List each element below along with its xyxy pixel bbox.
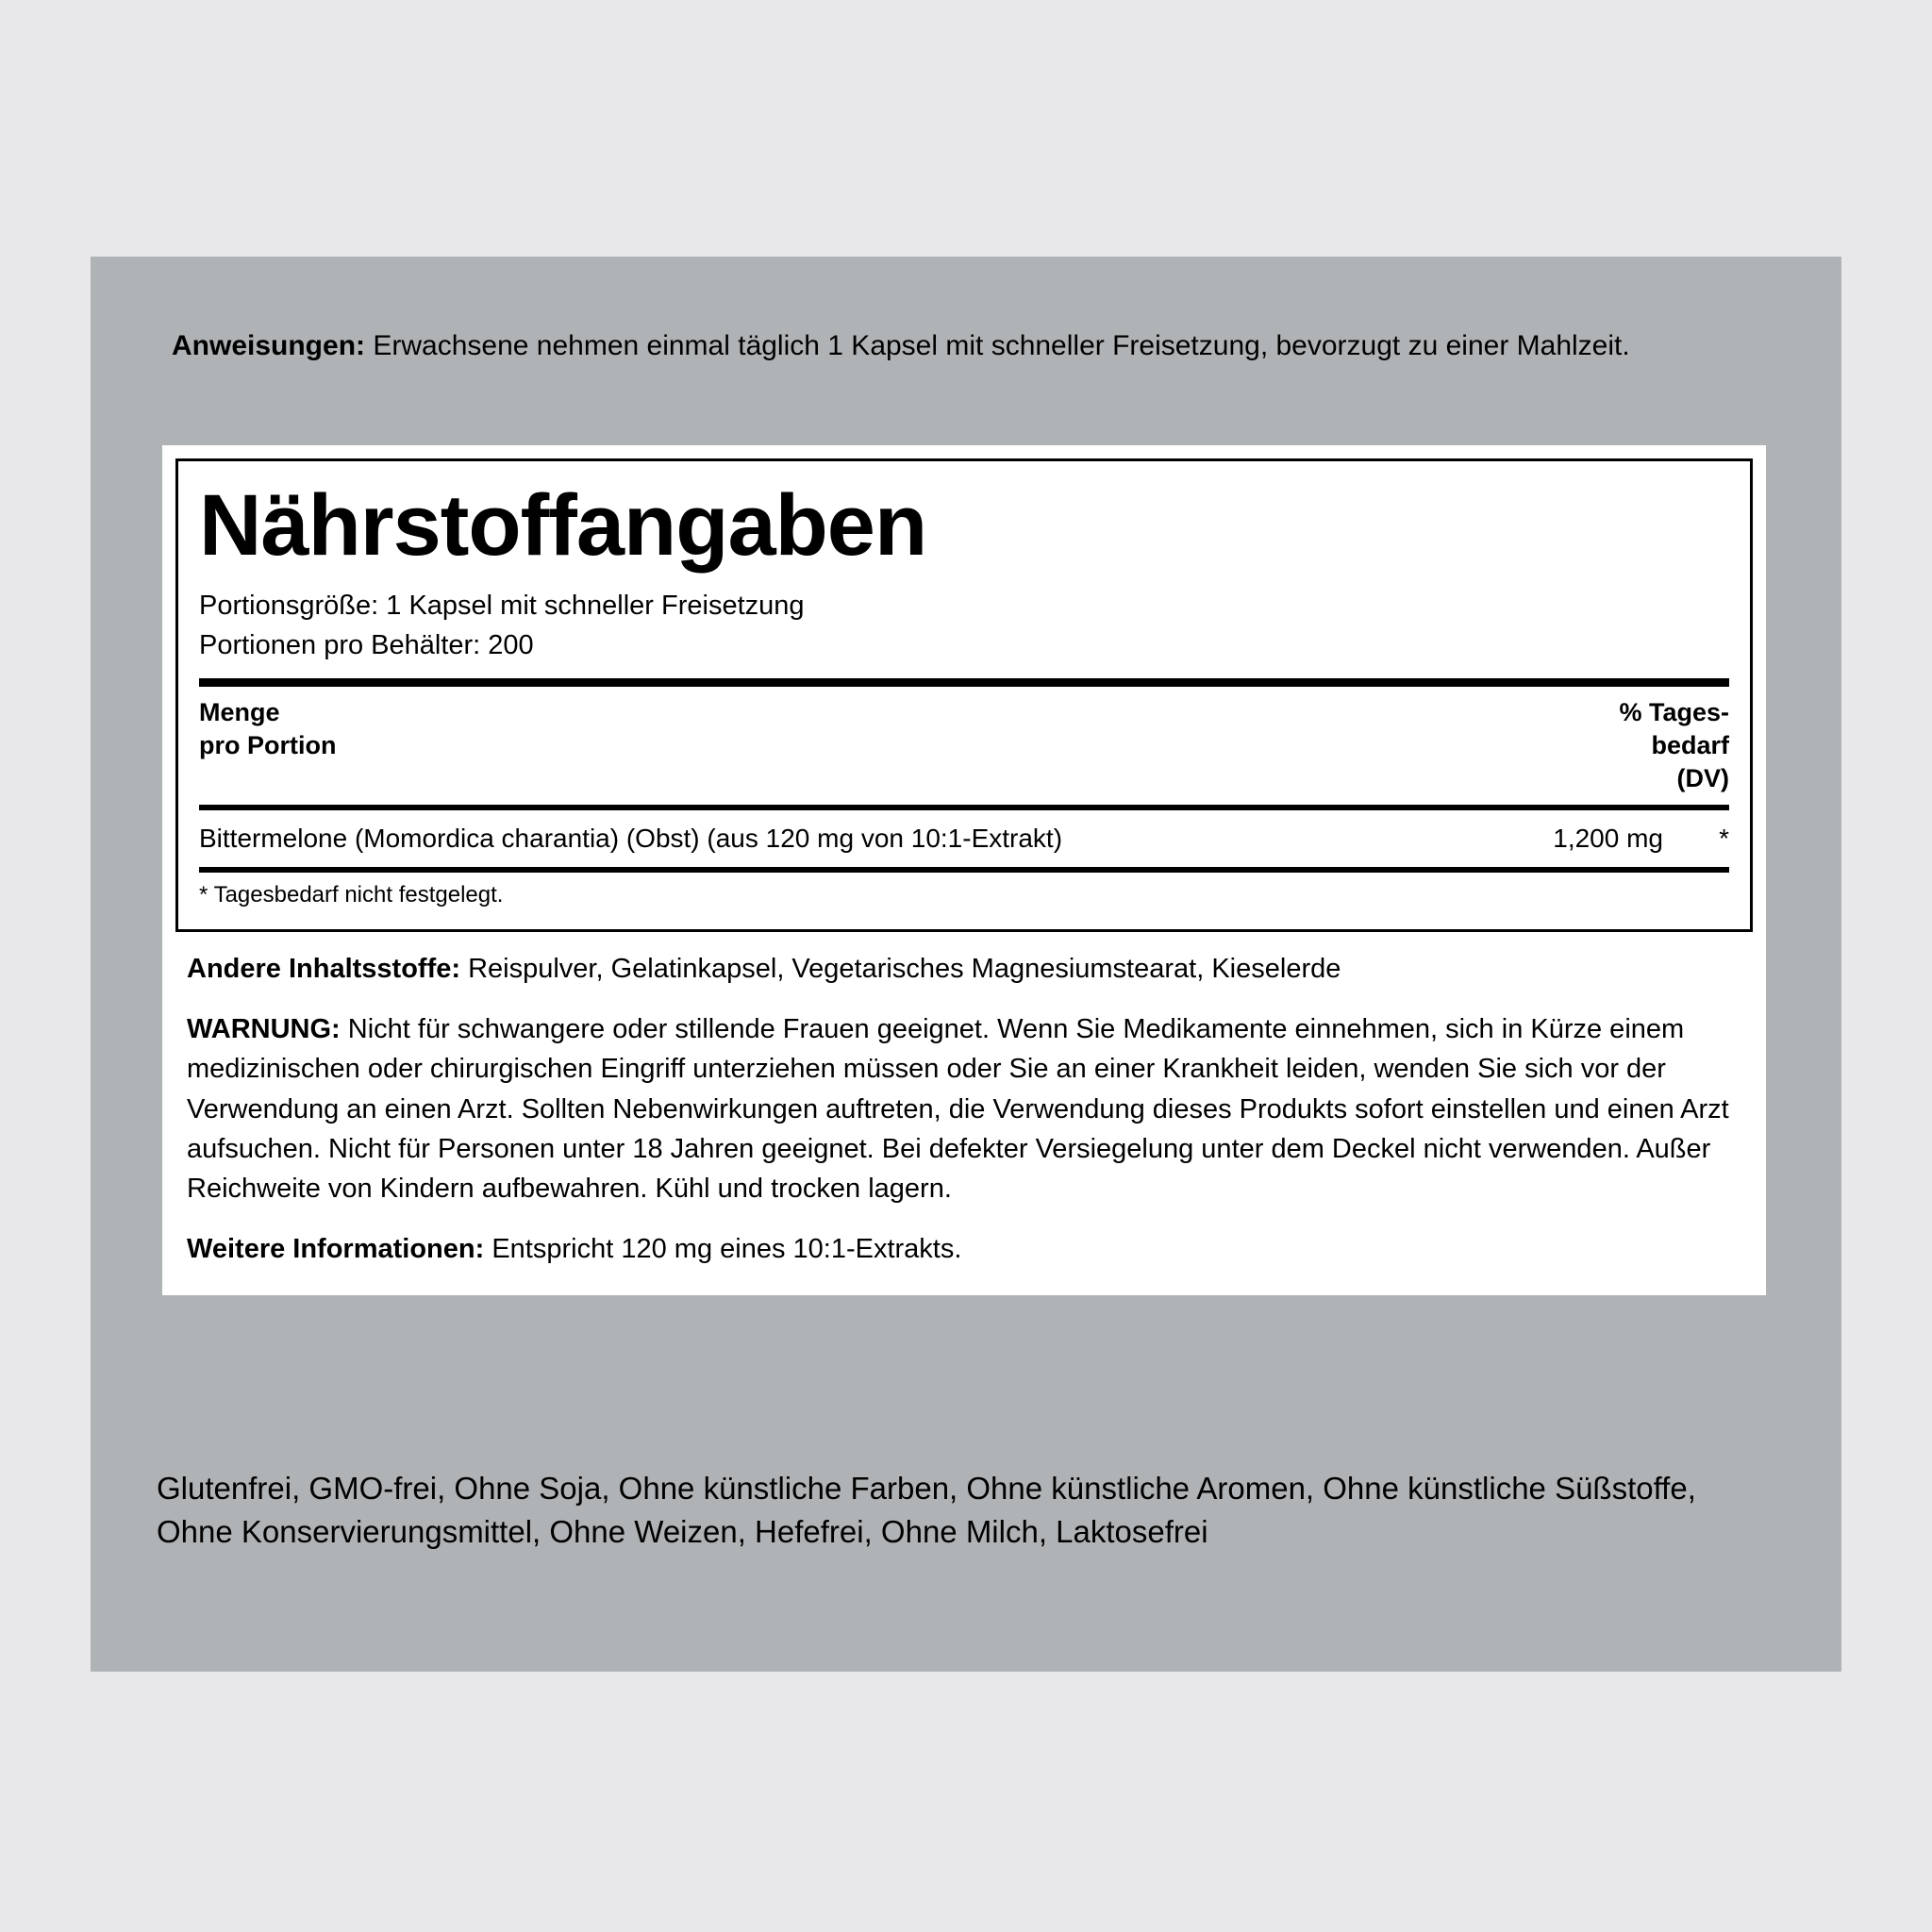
directions-label: Anweisungen: [172,330,366,361]
warning-label: WARNUNG: [187,1014,341,1045]
directions-block [172,327,1766,366]
daily-value-header [1619,696,1729,795]
facts-box-notes [162,932,1766,1294]
ingredient-daily-value: * [1719,824,1729,854]
amount-per-serving-header [199,687,1729,805]
supplement-facts-inner [175,458,1753,932]
ingredient-amount: 1,200 mg [1553,824,1663,854]
warning-text: Nicht für schwangere oder stillende Frauen geeignet. Wenn Sie Medikamente einnehmen, sich in Kürze einem medizinischen oder chirurgischen Eingriff unterziehen müssen oder Sie an einer Krankheit leiden, wenden Sie sich vor der Verwendung an einen Arzt. Sollten Nebenwirkungen auftreten, die Verwendung dieses Produkts sofort einstellen und einen Arzt aufsuchen. Nicht für Personen unter 18 Jahren geeignet. Bei defekter Versiegelung unter dem Deckel nicht verwenden. Außer Reichweite von Kindern aufbewahren. Kühl und trocken lagern. [187,1014,1729,1204]
amount-header-left [199,696,336,762]
amount-header-line1: Menge [199,698,280,727]
other-ingredients-text: Reispulver, Gelatinkapsel, Vegetarisches Magnesiumstearat, Kieselerde [460,954,1341,985]
other-ingredients-label: Andere Inhaltsstoffe: [187,954,461,985]
daily-value-footnote: * Tagesbedarf nicht festgelegt. [199,882,504,908]
more-information-text: Entspricht 120 mg eines 10:1-Extrakts. [484,1233,962,1264]
amount-header-line2: pro Portion [199,731,337,760]
servings-per-container: Portionen pro Behälter: 200 [199,630,534,661]
supplement-facts-title: Nährstoffangaben [199,477,927,574]
directions-text: Erwachsene nehmen einmal täglich 1 Kapsel mit schneller Freisetzung, bevorzugt zu einer Mahlzeit. [365,330,1630,361]
free-from-claims: Glutenfrei, GMO-frei, Ohne Soja, Ohne künstliche Farben, Ohne künstliche Aromen, Ohne künstliche Süßstoffe, Ohne Konservierungsmittel, Ohne Weizen, Hefefrei, Ohne Milch, Laktosefrei [157,1471,1696,1550]
dv-header-line3: (DV) [1676,764,1729,793]
dv-header-line2: bedarf [1651,731,1729,760]
dv-header-line1: % Tages- [1619,698,1729,727]
ingredient-name: Bittermelone (Momordica charantia) (Obst) (aus 120 mg von 10:1-Extrakt) [199,824,1063,854]
other-ingredients-block [187,949,1741,989]
table-row [199,810,1729,867]
divider-heavy-top [199,678,1729,687]
label-panel [91,257,1841,1672]
supplement-facts-box [162,445,1766,1295]
warning-block [187,1009,1741,1208]
serving-size: Portionsgröße: 1 Kapsel mit schneller Freisetzung [199,591,805,621]
more-information-label: Weitere Informationen: [187,1233,485,1264]
more-information-block [187,1229,1741,1269]
